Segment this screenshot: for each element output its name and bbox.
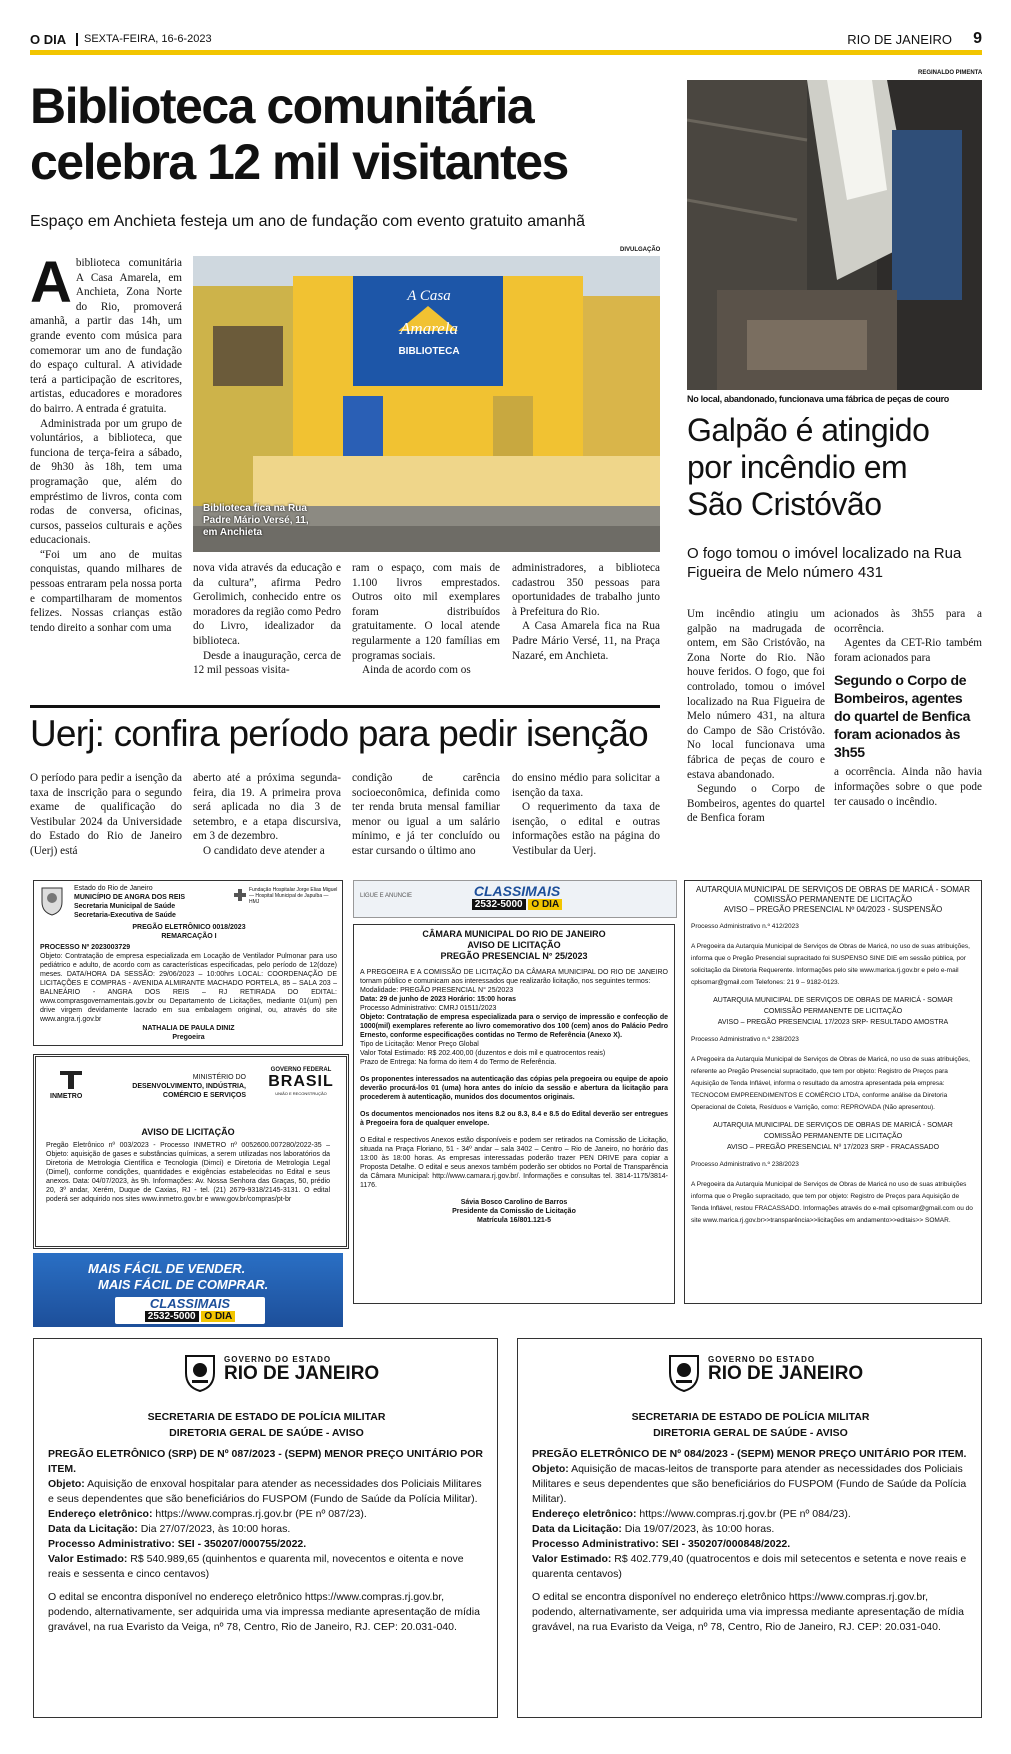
- ad-inmetro: [33, 1054, 349, 1249]
- body-paragraph: Agentes da CET-Rio também foram acionados para: [834, 637, 982, 664]
- page-header: [30, 30, 982, 52]
- banner-left: LIGUE E ANUNCIE: [360, 893, 413, 899]
- main-headline: [30, 78, 660, 190]
- ad-line: Secretaria-Executiva de Saúde: [74, 912, 176, 919]
- section-name: RIO DE JANEIRO: [847, 32, 952, 47]
- ad-angra: [33, 880, 343, 1046]
- label: Valor Estimado:: [532, 1553, 612, 1565]
- ad-line: [532, 1462, 969, 1507]
- label: Data da Licitação:: [532, 1523, 622, 1535]
- ad-line: AUTARQUIA MUNICIPAL DE SERVIÇOS DE OBRAS DE MARICÁ - SOMAR: [713, 1122, 953, 1129]
- ad-line: Objeto: Contratação de empresa especializada para o serviço de impressão e confecção de 1000(mil) exemplares referente ao livro comemorativo dos 100 (cem) anos do Palácio Pedro Ernesto, conforme especificações contidas no Termo de Referência (Anexo X).: [360, 1014, 668, 1039]
- ad-line: Processo Administrativo n.º 238/2023: [691, 1161, 799, 1168]
- value: Dia 19/07/2023, às 10:00 horas.: [621, 1523, 775, 1535]
- inmetro-logo-text: INMETRO: [50, 1093, 83, 1100]
- main-col-1: [30, 250, 182, 635]
- label: Objeto:: [532, 1463, 569, 1475]
- ad-body: [691, 1034, 975, 1114]
- hospital-cross-icon: [234, 889, 246, 901]
- ad-line: DIRETORIA GERAL DE SAÚDE - AVISO: [653, 1427, 848, 1439]
- ad-line: Prazo de Entrega: Na forma do item 4 do Termo de Referência.: [360, 1059, 557, 1066]
- body-paragraph: biblioteca comunitária A Casa Amarela, em Anchieta, Zona Norte do Rio, promoverá amanhã, a partir das 14h, um grande evento com música para comemorar um ano de fundação do espaço cultural. A atividade terá a participação de escritores, artistas, educadores e moradores do bairro. A entrada é gratuita.: [30, 257, 182, 415]
- ad-body: [360, 968, 668, 1225]
- body-paragraph: O requerimento da taxa de isenção, o edital e outras informações estão na página do Vestibular da Uerj.: [512, 801, 660, 857]
- body-paragraph: Ainda de acordo com os: [362, 664, 471, 677]
- ad-line: [532, 1552, 969, 1582]
- ad-line: PREGÃO ELETRÔNICO (SRP) DE Nº 087/2023 - (SEPM) MENOR PREÇO UNITÁRIO POR ITEM.: [48, 1448, 483, 1475]
- value: Aquisição de macas-leitos de transporte para atender as necessidades dos Policiais Militares e seus dependentes que são beneficiários do FUSPOM (Fundo de Saúde da Polícia Militar).: [532, 1463, 967, 1505]
- uerj-headline: Uerj: confira período para pedir isenção: [30, 713, 648, 754]
- ad-title: [518, 1409, 982, 1441]
- ad-line: [48, 1477, 485, 1507]
- ad-body: [691, 921, 975, 989]
- body-paragraph: nova vida através da educação e da cultura”, afirma Pedro Gerolimich, conhecido entre os moradores da região como Pedro do Livro, idealizador da biblioteca.: [193, 562, 341, 647]
- body-paragraph: O candidato deve atender a: [203, 844, 325, 857]
- ad-body: [532, 1447, 969, 1635]
- ad-line: A PREGOEIRA E A COMISSÃO DE LICITAÇÃO DA CÂMARA MUNICIPAL DO RIO DE JANEIRO tornam público e comunicam aos interessados que realizarão licitação, nos seguintes termos:: [360, 969, 668, 985]
- ad-line: PROCESSO Nº 2023003729: [40, 944, 131, 951]
- ad-line: Estado do Rio de Janeiro: [74, 885, 153, 892]
- ad-line: [532, 1507, 969, 1522]
- gov-line: BRASIL: [268, 1073, 334, 1090]
- badge-brand: CLASSIMAIS: [149, 1296, 231, 1311]
- ad-line: SECRETARIA DE ESTADO DE POLÍCIA MILITAR: [631, 1411, 870, 1423]
- value: Dia 27/07/2023, às 10:00 horas.: [137, 1523, 291, 1535]
- badge-phone-row: [442, 899, 592, 911]
- headline-line: celebra 12 mil visitantes: [30, 134, 568, 190]
- headline-line: Galpão é atingido: [687, 412, 930, 448]
- photo-caption: Biblioteca fica na Rua Padre Mário Versé, 11, em Anchieta: [203, 503, 309, 538]
- ad-line: AUTARQUIA MUNICIPAL DE SERVIÇOS DE OBRAS DE MARICÁ - SOMAR: [696, 885, 970, 894]
- ad-pm-084: [517, 1338, 982, 1718]
- ministry: [116, 1073, 246, 1100]
- uerj-col-4: [512, 771, 660, 859]
- promo-line: MAIS FÁCIL DE VENDER.: [88, 1261, 246, 1276]
- ad-line: AVISO DE LICITAÇÃO: [467, 940, 561, 950]
- ad-line: O edital se encontra disponível no endereço eletrônico https://www.compras.rj.gov.br, podendo, alternativamente, ser adquirida uma via impressa mediante apresentação de mídia gravável, na rua Evaristo da Veiga, nº 78, Centro, Rio de Janeiro, RJ. CEP: 20.031-040.: [48, 1591, 480, 1633]
- label: Endereço eletrônico:: [48, 1508, 153, 1520]
- body-paragraph: acionados às 3h55 para a ocorrência.: [834, 608, 982, 635]
- fire-photo: [687, 80, 982, 390]
- ad-line: AUTARQUIA MUNICIPAL DE SERVIÇOS DE OBRAS DE MARICÁ - SOMAR: [713, 997, 953, 1004]
- ad-header: [74, 884, 234, 920]
- body-paragraph: Um incêndio atingiu um galpão na madrugada de ontem, em São Cristóvão, na Zona Norte do Rio. Não houve feridos. O fogo, que foi controlado, tomou o imóvel localizado na Rua Figueira de Melo número 431, na altura do Campo de São Cristóvão. No local funcionava uma fábrica de peças de couro e estava abandonado.: [687, 608, 825, 781]
- ad-line: O Edital e respectivos Anexos estão disponíveis e podem ser retirados na Comissão de Licitação, situada na Praça Floriano, 51 - 34º andar – sala 3402 – Centro – Rio de Janeiro, no horário das 13:00 às 18:00 horas. As empresas interessadas poderão trazer PEN DRIVE para copiar a Proposta Detalhe. O edital e seus anexos também poderão ser obtidos no Portal de Transparência da Câmara Municipal: http://www.camara.rj.gov.br/. Informações e consultas tel. 3814-1175/3814-1176.: [360, 1137, 668, 1189]
- headline-line: por incêndio em: [687, 449, 908, 485]
- uerj-col-2: [193, 771, 341, 859]
- headline-line: Biblioteca comunitária: [30, 78, 534, 134]
- body-paragraph: Segundo o Corpo de Bombeiros, agentes do quartel de Benfica foram: [687, 783, 825, 825]
- ad-line: COMISSÃO PERMANENTE DE LICITAÇÃO: [763, 1008, 903, 1015]
- ad-line: [532, 1522, 969, 1537]
- rj-coat-of-arms-icon: [182, 1353, 218, 1393]
- body-paragraph: aberto até a próxima segunda-feira, dia 19. A primeira prova será aplicada no dia 3 de setembro, e a etapa discursiva, em 3 de dezembro.: [193, 772, 341, 843]
- ad-line: REMARCAÇÃO I: [161, 933, 217, 940]
- ad-title: [360, 929, 668, 962]
- ad-line: Processo Administrativo n.º 238/2023: [691, 1036, 799, 1043]
- ad-marica: [684, 880, 982, 1304]
- ad-line: CÂMARA MUNICIPAL DO RIO DE JANEIRO: [422, 929, 606, 939]
- ad-line: AVISO – PREGÃO PRESENCIAL Nº 04/2023 - SUSPENSÃO: [723, 905, 943, 914]
- ad-title: [691, 995, 975, 1028]
- classimais-badge: [115, 1297, 265, 1324]
- ad-role: Matrícula 16/801.121-5: [477, 1217, 551, 1224]
- gov-line: RIO DE JANEIRO: [708, 1363, 864, 1384]
- ad-line: O edital se encontra disponível no endereço eletrônico https://www.compras.rj.gov.br, podendo, alternativamente, ser adquirida uma via impressa mediante apresentação de mídia gravável, na rua Evaristo da Veiga, nº 78, Centro, Rio de Janeiro, RJ. CEP: 20.031-040.: [532, 1591, 964, 1633]
- ad-line: Secretaria Municipal de Saúde: [74, 903, 176, 910]
- fire-col-1: [687, 607, 825, 826]
- body-paragraph: Desde a inauguração, cerca de 12 mil pessoas visita-: [193, 649, 341, 677]
- main-col-4: [512, 561, 660, 663]
- ad-body: Pregão Eletrônico nº 003/2023 - Processo INMETRO nº 0052600.007280/2022-35 – Objeto: aquisição de gases e substâncias químicas, a serem utilizadas nos laboratórios da Diretoria de Metrologia Científica e Tecnologia (Dimci) e Diretoria de Metrologia Legal (Dimel), conforme condições, quantidades e exigências estabelecidas no Edital e seus anexos. Data: 04/07/2023, às 9h. Informações: Av. Nossa Senhora das Graças, 50, prédio 20, 3º andar, Xerém, Duque de Caxias, RJ - tel. (21) 2679-9318/2145-3131. O edital poderá ser adquirido nos sites www.inmetro.gov.br e www.gov.br/compras/pt-br: [46, 1142, 330, 1203]
- value: https://www.compras.rj.gov.br (PE nº 084/23).: [636, 1508, 851, 1520]
- uerj-col-3: [352, 771, 500, 859]
- badge-paper: O DIA: [528, 899, 562, 910]
- value: Aquisição de enxoval hospitalar para atender as necessidades dos Policiais Militares e seus dependentes que são beneficiários do FUSPOM (Fundo de Saúde da Polícia Militar).: [48, 1478, 482, 1505]
- page-number: 9: [973, 30, 982, 47]
- body-paragraph: Administrada por um grupo de voluntários, a biblioteca, que funciona de terça-feira a sábado, de 9h30 às 18h, tem uma programação que, além do empréstimo de livros, conta com rodas de conversa, oficinas, cursos, passeios culturais e ações educacionais.: [30, 417, 182, 547]
- ad-camara: [353, 924, 675, 1304]
- ad-classimais-promo: [33, 1253, 343, 1327]
- library-sign: [379, 288, 479, 357]
- issue-date: SEXTA-FEIRA, 16-6-2023: [84, 33, 212, 45]
- ad-signer: Sávia Bosco Carolino de Barros: [460, 1199, 568, 1206]
- body-paragraph: a ocorrência. Ainda não havia informações sobre o que pode ter causado o incêndio.: [834, 766, 982, 808]
- sign-text: BIBLIOTECA: [398, 346, 460, 357]
- ad-line: A Pregoeira da Autarquia Municipal de Serviços de Obras de Maricá, no uso de suas atribuições, informa que o Pregão Presencial supracitado foi SUSPENSO SINE DIE em sessão pública, por solicitação da Diretoria Requerente. Informações pelo site www.marica.rj.gov.br e pelo e-mail cplsomar@gmail.com Telefones: 21 9 – 9182-0123.: [691, 943, 970, 986]
- value: https://www.compras.rj.gov.br (PE nº 087/23).: [152, 1508, 367, 1520]
- photo-credit: REGINALDO PIMENTA: [918, 70, 983, 76]
- label: Objeto:: [48, 1478, 85, 1490]
- fire-subhead: O fogo tomou o imóvel localizado na Rua Figueira de Melo número 431: [687, 545, 962, 581]
- badge-paper: O DIA: [201, 1311, 235, 1322]
- body-paragraph: do ensino médio para solicitar a isenção da taxa.: [512, 772, 660, 799]
- ad-line: COMÉRCIO E SERVIÇOS: [162, 1092, 246, 1099]
- fire-headline: [687, 412, 982, 523]
- classimais-badge: [442, 884, 592, 911]
- ad-line: [48, 1507, 485, 1522]
- body-paragraph: “Foi um ano de muitas conquistas, quando milhares de pessoas entraram pela nossa porta e compartilharam de momentos felizes. Nossas crianças estão tendo direito a sonhar com uma: [30, 548, 182, 634]
- ad-line: AVISO – PREGÃO PRESENCIAL Nº 17/2023 SRP - FRACASSADO: [726, 1144, 940, 1151]
- badge-phone: 2532-5000: [145, 1311, 199, 1322]
- gov-line: GOVERNO DO ESTADO: [708, 1355, 816, 1364]
- ad-line: SECRETARIA DE ESTADO DE POLÍCIA MILITAR: [147, 1411, 386, 1423]
- inmetro-logo-icon: [56, 1069, 86, 1091]
- body-paragraph: administradores, a biblioteca cadastrou 350 pessoas para oportunidades de trabalho junto à Prefeitura do Rio.: [512, 562, 660, 618]
- ad-line: Data: 29 de junho de 2023 Horário: 15:00 horas: [360, 996, 516, 1003]
- ad-line: Os proponentes interessados na autenticação das cópias pela pregoeira ou equipe de apoio deverão procurá-los 01 (uma) hora antes do início da sessão e abertura da licitação para procederem à autenticação, munidos dos documentos originais.: [360, 1076, 668, 1101]
- ad-line: Valor Total Estimado: R$ 202.400,00 (duzentos e dois mil e quatrocentos reais): [360, 1050, 606, 1057]
- ad-line: COMISSÃO PERMANENTE DE LICITAÇÃO: [763, 1133, 903, 1140]
- ad-line: [48, 1522, 485, 1537]
- ad-title: AVISO DE LICITAÇÃO: [141, 1127, 235, 1137]
- ad-line: DESENVOLVIMENTO, INDÚSTRIA,: [132, 1083, 246, 1090]
- ad-pm-087: [33, 1338, 498, 1718]
- ad-line: AVISO – PREGÃO PRESENCIAL 17/2023 SRP- RESULTADO AMOSTRA: [717, 1019, 949, 1026]
- value: R$ 402.779,40 (quatrocentos e dois mil setecentos e setenta e nove reais e quarenta centavos): [532, 1553, 967, 1580]
- main-col-2: [193, 561, 341, 678]
- ad-line: PREGÃO PRESENCIAL N° 25/2023: [440, 951, 588, 961]
- ad-line: A Pregoeira da Autarquia Municipal de Serviços de Obras de Maricá, no uso de suas atribuições, referente ao Pregão Presencial supracitado, que tem por objeto: Registro de Preços para Aquisição de Tenda Inflável, informa o resultado da amostra apresentada pela empresa: TECNOCOM EMPREENDIMENTOS E COMÉRCIO LTDA, conforme análise da Diretoria Operacional de Coleta, Resíduos e Varrição, como: REPROVADA (Não apresentou).: [691, 1056, 970, 1111]
- ad-body: [48, 1447, 485, 1635]
- ad-title: [691, 1120, 975, 1153]
- ad-line: Processo Administrativo: SEI - 350207/000755/2022.: [48, 1538, 307, 1550]
- coat-of-arms-icon: [39, 886, 65, 916]
- ad-line: Tipo de Licitação: Menor Preço Global: [360, 1041, 479, 1048]
- section-rule: [30, 705, 660, 708]
- ad-line: Modalidade: PREGÃO PRESENCIAL N° 25/2023: [360, 987, 514, 994]
- ad-line: Processo Administrativo: CMRJ 01511/2023: [360, 1005, 497, 1012]
- body-paragraph: O período para pedir a isenção da taxa de inscrição para o segundo exame de qualificação do Vestibular 2024 da Universidade do Estado do Rio de Janeiro (Uerj) está: [30, 772, 182, 857]
- body-paragraph: condição de carência socioeconômica, definida como ter renda bruta mensal familiar menor ou igual a um salário mínimo, e já ter concluído ou estar cursando o último ano: [352, 772, 500, 857]
- sign-text: Amarela: [400, 319, 458, 338]
- gov-line: UNIÃO E RECONSTRUÇÃO: [275, 1091, 327, 1096]
- ad-role: Presidente da Comissão de Licitação: [452, 1208, 576, 1215]
- ad-line: [48, 1552, 485, 1582]
- label: Data da Licitação:: [48, 1523, 138, 1535]
- headline-line: São Cristóvão: [687, 486, 882, 522]
- ad-title: [34, 1409, 498, 1441]
- foundation-name: Fundação Hospitalar Jorge Elias Miguel — Hospital Municipal de Japuíba — HMJ: [249, 887, 338, 905]
- ad-line: MINISTÉRIO DO: [192, 1074, 246, 1081]
- body-paragraph: A Casa Amarela fica na Rua Padre Mário Versé, 11, na Praça Nazaré, em Anchieta.: [512, 620, 660, 662]
- ad-line: DIRETORIA GERAL DE SAÚDE - AVISO: [169, 1427, 364, 1439]
- ad-signer: NATHALIA DE PAULA DINIZ: [142, 1025, 235, 1032]
- photo-caption: No local, abandonado, funcionava uma fábrica de peças de couro: [687, 394, 949, 404]
- ad-line: Objeto: Contratação de empresa especializada em Locação de Ventilador Pulmonar para uso pediátrico e adulto, de acordo com as características especificadas, pelo período de 12(doze) meses. DATA/HORA DA SESSÃO: 29/06/2023 – 10:00hrs LOCAL: COORDENAÇÃO DE LICITAÇÕES E COMPRAS - AVENIDA ALMIRANTE MACHADO PORTELA, 85 – SALA 203 – BALNEÁRIO - ANGRA DOS REIS – RJ RETIRADA DO EDITAL: www.comprasgovernamentais.gov.br ou Departamento de Licitações, mediante 01(um) pen drive virgem devidamente lacrado em sua embalagem original, ou, através do site www.angra.rj.gov.br: [40, 953, 337, 1023]
- gov-line: RIO DE JANEIRO: [224, 1363, 380, 1384]
- ad-line: COMISSÃO PERMANENTE DE LICITAÇÃO: [753, 895, 913, 904]
- label: Endereço eletrônico:: [532, 1508, 637, 1520]
- label: Valor Estimado:: [48, 1553, 128, 1565]
- rj-coat-of-arms-icon: [666, 1353, 702, 1393]
- ad-line: Processo Administrativo: SEI - 350207/000848/2022.: [532, 1538, 791, 1550]
- header-separator: [76, 33, 78, 46]
- ad-line: PREGÃO ELETRÔNICO 0018/2023: [132, 924, 246, 931]
- main-col-3: [352, 561, 500, 678]
- badge-brand: CLASSIMAIS: [473, 883, 561, 899]
- ad-line: Os documentos mencionados nos itens 8.2 ou 8.3, 8.4 e 8.5 do Edital deverão ser entregues à Pregoeira fora de qualquer envelope.: [360, 1111, 668, 1127]
- gov-line: GOVERNO FEDERAL: [270, 1067, 332, 1073]
- ad-line: PREGÃO ELETRÔNICO DE Nº 084/2023 - (SEPM) MENOR PREÇO UNITÁRIO POR ITEM.: [532, 1448, 967, 1460]
- value: R$ 540.989,65 (quinhentos e quarenta mil, novecentos e oitenta e nove reais e sessenta e cinco centavos): [48, 1553, 464, 1580]
- badge-phone: 2532-5000: [472, 899, 526, 910]
- fire-col-2: [834, 607, 982, 809]
- ad-body: [691, 1159, 975, 1227]
- drop-cap: A: [30, 250, 72, 315]
- ad-title: [34, 923, 343, 941]
- ad-classimais-banner: [353, 880, 677, 918]
- uerj-col-1: [30, 771, 182, 859]
- ad-body: [40, 943, 337, 1042]
- gov-line: GOVERNO DO ESTADO: [224, 1355, 332, 1364]
- badge-phone-row: [115, 1311, 265, 1323]
- pull-quote: Segundo o Corpo de Bombeiros, agentes do quartel de Benfica foram acionados às 3h55: [834, 672, 971, 761]
- gov-brand: [224, 1355, 379, 1384]
- body-paragraph: ram o espaço, com mais de 1.100 livros emprestados. Outros oito mil exemplares foram distribuídos gratuitamente. O local atende regularmente a 120 famílias em programas sociais.: [352, 562, 500, 662]
- ad-line: MUNICÍPIO DE ANGRA DOS REIS: [74, 894, 186, 901]
- ad-title: [691, 885, 975, 915]
- library-photo: [193, 256, 660, 552]
- brand-logo: O DIA: [30, 32, 67, 47]
- photo-credit: DIVULGAÇÃO: [620, 247, 661, 253]
- sign-text: A Casa: [407, 288, 451, 304]
- promo-line: MAIS FÁCIL DE COMPRAR.: [98, 1277, 269, 1292]
- gov-federal: [266, 1067, 336, 1096]
- gov-brand: [708, 1355, 863, 1384]
- main-subhead: Espaço em Anchieta festeja um ano de fundação com evento gratuito amanhã: [30, 213, 586, 230]
- header-rule: [30, 50, 982, 55]
- ad-role: Pregoeira: [172, 1034, 205, 1041]
- ad-line: Processo Administrativo n.º 412/2023: [691, 923, 799, 930]
- ad-line: A Pregoeira da Autarquia Municipal de Serviços de Obras de Maricá no uso de suas atribuições informa que o Pregão supracitado, que tem por objeto: Registro de Preços para Aquisição de Tenda Inflável, restou FRACASSADO. Informações através do e-mail cplsomar@gmail.com ou do site www.marica.rj.gov.br>>transparência>>licitações em andamento>>editais>> SOMAR.: [691, 1181, 973, 1224]
